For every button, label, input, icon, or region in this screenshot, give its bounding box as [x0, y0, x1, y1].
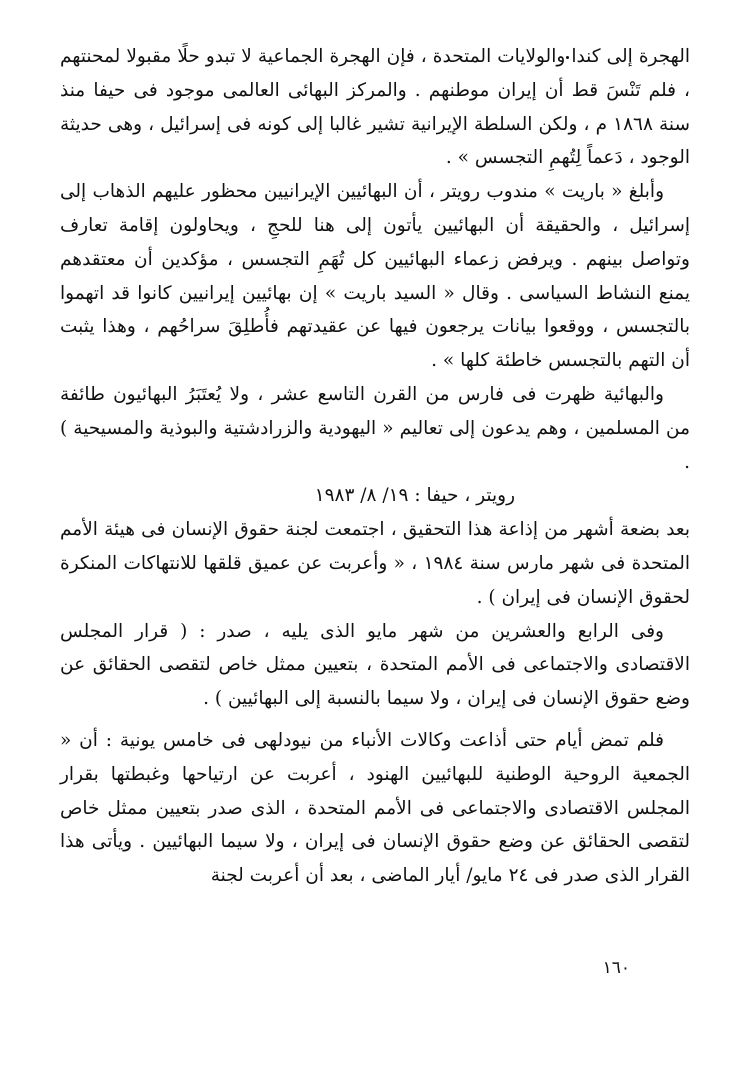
- paragraph-5: وفى الرابع والعشرين من شهر مايو الذى يليه ، صدر : ( قرار المجلس الاقتصادى والاجتماعى فى الأمم المتحدة ، بتعيين ممثل خاص لتقصى الحقائق عن وضع حقوق الإنسان فى إيران ، ولا سيما بالنسبة إلى البهائيين ) .: [60, 620, 690, 710]
- paragraph-6: فلم تمض أيام حتى أذاعت وكالات الأنباء من نيودلهى فى خامس يونية : أن « الجمعية الروحية الوطنية للبهائيين الهنود ، أعربت عن ارتياحها وغبطتها بقرار المجلس الاقتصادى والاجتماعى فى الأمم المتحدة ، الذى صدر بتعيين ممثل خاص لتقصى الحقائق عن وضع حقوق الإنسان فى إيران ، ولا سيما البهائيين . ويأتى هذا القرار الذى صدر فى ٢٤ مايو/ أيار الماضى ، بعد أن أعربت لجنة: [60, 729, 690, 887]
- page-number: ١٦٠: [602, 958, 630, 978]
- dateline: رويتر ، حيفا : ١٩/ ٨/ ١٩٨٣: [314, 485, 515, 507]
- paragraph-2: وأبلغ « باريت » مندوب رويتر ، أن البهائيين الإيرانيين محظور عليهم الذهاب إلى إسرائيل ، والحقيقة أن البهائيين يأتون إلى هنا للحجِ ، ويحاولون إقامة تعارف وتواصل بينهم . ويرفض زعماء البهائيين كل تُهَمِ التجسس ، مؤكدين أن معتقدهم يمنع النشاط السياسى . وقال « السيد باريت » إن بهائيين إيرانيين كانوا قد اتهموا بالتجسس ، ووقعوا بيانات يرجعون فيها عن عقيدتهم فأُطلِقَ سراحُهم ، وهذا يثبت أن التهم بالتجسس خاطئة كلها » .: [60, 181, 690, 372]
- page-body: [60, 40, 690, 893]
- paragraph-4: بعد بضعة أشهر من إذاعة هذا التحقيق ، اجتمعت لجنة حقوق الإنسان فى هيئة الأمم المتحدة فى شهر مارس سنة ١٩٨٤ ، « وأعربت عن عميق قلقها للانتهاكات المنكرة لحقوق الإنسان فى إيران ) .: [60, 519, 690, 608]
- paragraph-1: الهجرة إلى كندا والولايات المتحدة ، فإن الهجرة الجماعية لا تبدو حلًا مقبولا لمحنتهم ، فلم تَنْسَ قط أن إيران موطنهم . والمركز البهائى العالمى موجود فى حيفا منذ سنة ١٨٦٨ م ، ولكن السلطة الإيرانية تشير غالبا إلى كونه فى إسرائيل ، وهى حديثة الوجود ، دَعماً لِتُهمِ التجسس » .: [60, 46, 690, 169]
- paragraph-3: والبهائية ظهرت فى فارس من القرن التاسع عشر ، ولا يُعتَبَرُ البهائيون طائفة من المسلمين ، وهم يدعون إلى تعاليم « اليهودية والزرادشتية والبوذية والمسيحية ) .: [60, 383, 690, 473]
- section-gap: [60, 716, 690, 724]
